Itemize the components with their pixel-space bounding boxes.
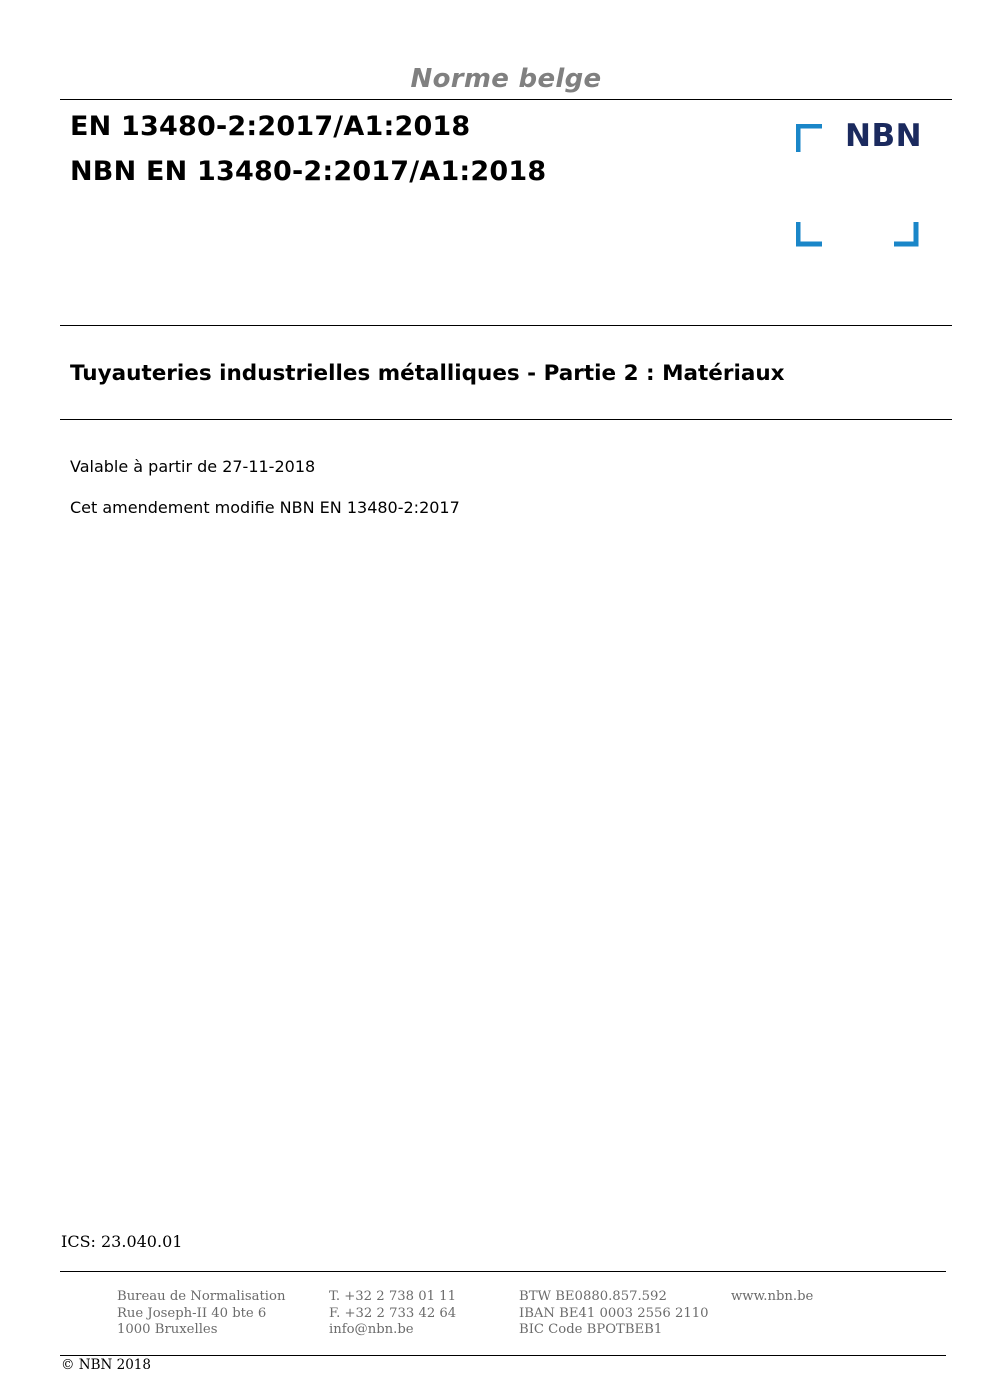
standard-number-nbn: NBN EN 13480-2:2017/A1:2018 <box>70 156 547 187</box>
amendment-note-text: Cet amendement modifie NBN EN 13480-2:2017 <box>70 498 460 517</box>
footer-line: Bureau de Normalisation <box>117 1289 286 1304</box>
footer-top-divider <box>60 1271 946 1272</box>
document-type-label: Norme belge <box>410 64 602 94</box>
header-divider <box>60 99 952 100</box>
footer-email[interactable]: info@nbn.be <box>329 1322 414 1337</box>
footer-bottom-divider <box>60 1355 946 1356</box>
standard-number-en: EN 13480-2:2017/A1:2018 <box>70 111 471 142</box>
footer-line: F. +32 2 733 42 64 <box>329 1305 457 1321</box>
footer-line: BIC Code BPOTBEB1 <box>519 1322 663 1337</box>
footer-line: BTW BE0880.857.592 <box>519 1289 667 1304</box>
ics-code: ICS: 23.040.01 <box>61 1232 183 1251</box>
footer-website <box>731 1289 813 1306</box>
footer-banking <box>519 1289 709 1339</box>
footer-contact <box>329 1289 456 1339</box>
title-top-divider <box>60 325 952 326</box>
website-link[interactable]: www.nbn.be <box>731 1289 814 1304</box>
valid-from-text: Valable à partir de 27-11-2018 <box>70 457 316 476</box>
document-title: Tuyauteries industrielles métalliques - Partie 2 : Matériaux <box>70 361 785 386</box>
title-bottom-divider <box>60 419 952 420</box>
nbn-logo-text: NBN <box>845 118 923 154</box>
footer-line: IBAN BE41 0003 2556 2110 <box>519 1305 709 1321</box>
copyright-text: © NBN 2018 <box>61 1357 151 1373</box>
footer-line: 1000 Bruxelles <box>117 1322 218 1337</box>
footer-line: T. +32 2 738 01 11 <box>329 1289 456 1304</box>
footer-address <box>117 1289 285 1339</box>
footer-line: Rue Joseph-II 40 bte 6 <box>117 1305 267 1321</box>
